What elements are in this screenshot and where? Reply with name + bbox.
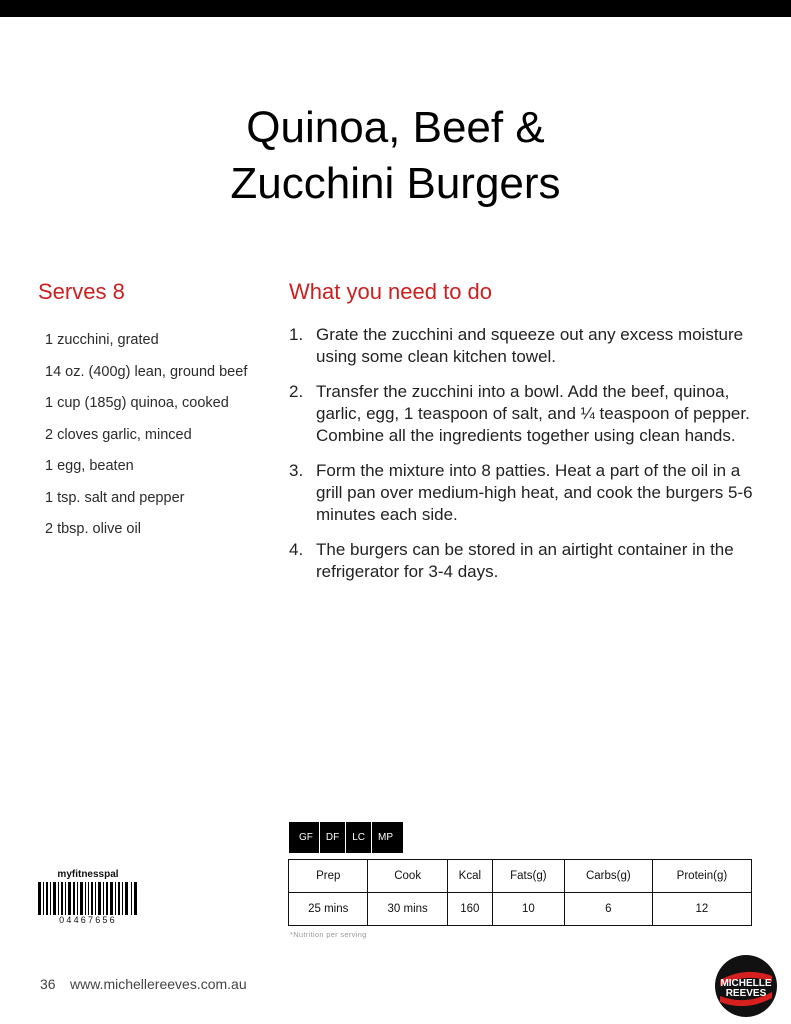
step-text: Grate the zucchini and squeeze out any excess moisture using some clean kitchen towel.	[316, 325, 744, 366]
brand-logo	[714, 954, 778, 1018]
nutrition-value: 10	[492, 893, 564, 926]
nutrition-header: Cook	[368, 860, 447, 893]
nutrition-header: Carbs(g)	[564, 860, 652, 893]
top-bar	[0, 0, 791, 17]
title-line-1: Quinoa, Beef &	[246, 103, 545, 152]
barcode-number: 04467656	[38, 915, 138, 925]
nutrition-value: 12	[652, 893, 751, 926]
title-line-2: Zucchini Burgers	[230, 159, 561, 208]
nutrition-header-row	[289, 860, 752, 893]
ingredient-item: 14 oz. (400g) lean, ground beef	[45, 363, 248, 380]
svg-text:MICHELLE: MICHELLE	[720, 978, 772, 989]
steps-list	[289, 324, 759, 596]
recipe-title	[0, 100, 791, 212]
nutrition-header: Kcal	[447, 860, 492, 893]
step-text: Transfer the zucchini into a bowl. Add the beef, quinoa, garlic, egg, 1 teaspoon of salt, and ¼ teaspoon of pepper. Combine all the ingredients together using clean hands.	[316, 382, 750, 445]
nutrition-value: 25 mins	[289, 893, 368, 926]
step-item	[289, 324, 759, 368]
ingredient-item: 2 cloves garlic, minced	[45, 426, 192, 443]
page-number: 36	[40, 976, 56, 992]
step-text: The burgers can be stored in an airtight container in the refrigerator for 3-4 days.	[316, 540, 734, 581]
ingredients-list	[45, 330, 247, 551]
serves-heading: Serves 8	[38, 279, 125, 304]
nutrition-header: Prep	[289, 860, 368, 893]
diet-tag: DF	[319, 822, 345, 853]
nutrition-footnote: *Nutrition per serving	[290, 930, 367, 939]
diet-tags	[289, 822, 403, 853]
step-item	[289, 539, 759, 583]
step-text: Form the mixture into 8 patties. Heat a part of the oil in a grill pan over medium-high heat, and cook the burgers 5-6 minutes each side.	[316, 461, 753, 524]
diet-tag: MP	[371, 822, 399, 853]
nutrition-value: 160	[447, 893, 492, 926]
nutrition-table	[288, 859, 752, 926]
ingredient-item: 1 egg, beaten	[45, 458, 134, 474]
nutrition-value: 6	[564, 893, 652, 926]
step-number: 3.	[289, 461, 304, 480]
steps-heading: What you need to do	[289, 279, 493, 304]
svg-text:REEVES: REEVES	[725, 988, 767, 999]
diet-tag: GF	[299, 832, 313, 843]
nutrition-header: Protein(g)	[652, 860, 751, 893]
ingredient-item: 1 cup (185g) quinoa, cooked	[45, 395, 229, 411]
diet-tag: LC	[345, 822, 371, 853]
ingredient-item: 1 zucchini, grated	[45, 332, 159, 348]
ingredient-item: 1 tsp. salt and pepper	[45, 489, 185, 506]
step-number: 2.	[289, 382, 304, 401]
nutrition-header: Fats(g)	[492, 860, 564, 893]
myfitnesspal-label: myfitnesspal	[57, 869, 119, 880]
step-item	[289, 460, 759, 526]
nutrition-value: 30 mins	[368, 893, 447, 926]
step-number: 1.	[289, 325, 304, 344]
website-link[interactable]: www.michellereeves.com.au	[70, 976, 247, 992]
step-item	[289, 381, 759, 447]
ingredient-item: 2 tbsp. olive oil	[45, 521, 141, 537]
step-number: 4.	[289, 540, 304, 559]
nutrition-value-row	[289, 893, 752, 926]
